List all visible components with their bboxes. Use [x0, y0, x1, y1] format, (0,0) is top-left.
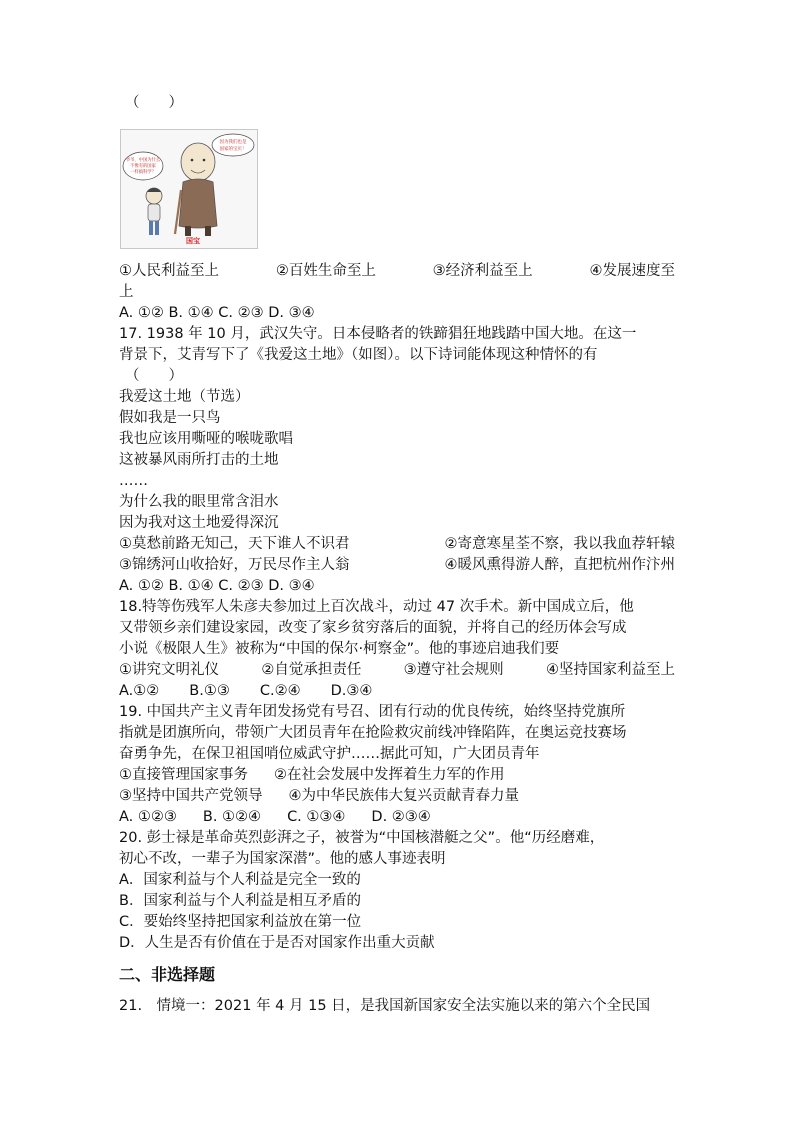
q18-answer-c: C.②④	[259, 683, 301, 699]
q16-cartoon-image	[120, 129, 258, 249]
bubble-left-line-1: 爷爷，中国为什么	[125, 158, 161, 163]
q18-option-4: ④坚持国家利益至上	[545, 662, 675, 678]
q18-answer-a: A.①②	[119, 683, 160, 699]
q16-option-2: ②百姓生命至上	[275, 263, 376, 279]
q19-option-1: ①直接管理国家事务	[119, 767, 248, 783]
q18-answer-d: D.③④	[330, 683, 373, 699]
page-content	[119, 93, 675, 1017]
q18-stem-line-2: 又带领乡亲们建设家园，改变了家乡贫穷落后的面貌，并将自己的经历体会写成	[119, 620, 627, 636]
q17-stem-line-1: 17. 1938 年 10 月，武汉失守。日本侵略者的铁蹄猖狂地践踏中国大地。在这一	[119, 326, 637, 342]
child-figure	[146, 188, 162, 235]
q18-stem-line-3: 小说《极限人生》被称为“中国的保尔·柯察金”。他的事迹启迪我们要	[119, 641, 560, 657]
q19-stem-line-1: 19. 中国共产主义青年团发扬党有号召、团有行动的优良传统，始终坚持党旗所	[119, 704, 626, 720]
q19-option-4: ④为中华民族伟大复兴贡献青春力量	[288, 788, 519, 804]
section-heading: 二、非选择题	[119, 965, 216, 984]
q17-options-row-1	[119, 534, 675, 555]
q17-stem-line-2: 背景下，艾青写下了《我爱这土地》（如图）。以下诗词能体现这种情怀的有	[119, 347, 598, 363]
q18-option-3: ③遵守社会规则	[403, 662, 504, 678]
q19-answer-c: C. ①③④	[287, 809, 346, 825]
q18-stem-line-1: 18.特等伤残军人朱彦夫参加过上百次战斗，动过 47 次手术。新中国成立后，他	[119, 599, 634, 615]
q19-stem-line-2: 指就是团旗所向，带领广大团员青年在抢险救灾前线冲锋陷阵，在奥运竞技赛场	[119, 725, 627, 741]
bubble-right-line-1: 因为我们也是	[219, 140, 247, 145]
q17-option-1: ①莫愁前路无知己，天下谁人不识君	[119, 536, 350, 552]
bubble-right-line-2: 国家的宝贝！	[219, 147, 247, 152]
q17-option-2: ②寄意寒星荃不察，我以我血荐轩辕	[444, 536, 675, 552]
q19-answers	[119, 807, 675, 828]
q20-option-a: A．国家利益与个人利益是完全一致的	[119, 872, 361, 888]
q19-answer-a: A. ①②③	[119, 809, 177, 825]
q20-stem-line-2: 初心不改，一辈子为国家深潜”。他的感人事迹表明	[119, 851, 446, 867]
q19-option-2: ②在社会发展中发挥着生力军的作用	[274, 767, 505, 783]
q18-option-2: ②自觉承担责任	[261, 662, 362, 678]
q17-poem-line: 为什么我的眼里常含泪水	[119, 494, 279, 510]
q16-paren: （ ）	[125, 95, 183, 111]
q17-option-3: ③锦绣河山收拾好，万民尽作主人翁	[119, 557, 350, 573]
q17-poem-line: 我也应该用嘶哑的喉咙歌唱	[119, 431, 293, 447]
q18-option-1: ①讲究文明礼仪	[119, 662, 219, 678]
q20-option-b: B．国家利益与个人利益是相互矛盾的	[119, 893, 361, 909]
cartoon-caption: 国宝	[186, 237, 200, 245]
q17-poem-line: 这被暴风雨所打击的土地	[119, 452, 279, 468]
q17-poem-line: 因为我对这土地爱得深沉	[119, 515, 279, 531]
q20-option-d: D．人生是否有价值在于是否对国家作出重大贡献	[119, 935, 435, 951]
q17-poem-line: 假如我是一只鸟	[119, 410, 221, 426]
q19-answer-d: D. ②③④	[371, 809, 431, 825]
q19-stem-line-3: 奋勇争先，在保卫祖国哨位威武守护……据此可知，广大团员青年	[119, 746, 540, 762]
right-speech-bubble	[212, 134, 254, 156]
q16-option-1: ①人民利益至上	[119, 263, 219, 279]
q17-answers: A. ①② B. ①④ C. ②③ D. ③④	[119, 578, 315, 594]
q20-stem-line-1: 20. 彭士禄是革命英烈彭湃之子，被誉为“中国核潜艇之父”。他“历经磨难，	[119, 830, 605, 846]
q17-poem-ellipsis: ……	[119, 473, 148, 489]
q18-answers	[119, 681, 675, 702]
q18-answer-b: B.①③	[189, 683, 230, 699]
q19-options-row-2	[119, 786, 675, 807]
bubble-left-line-3: 一样搞科学？	[130, 170, 156, 175]
grandfather-figure	[175, 143, 217, 236]
q16-options	[119, 261, 675, 282]
q16-options-wrap: 上	[119, 284, 134, 300]
cartoon-drawing	[121, 130, 257, 248]
q21-stem-line-1: 21. 情境一：2021 年 4 月 15 日，是我国新国家安全法实施以来的第六个全民国	[119, 998, 651, 1014]
q16-option-3: ③经济利益至上	[432, 263, 533, 279]
q16-option-4: ④发展速度至	[589, 263, 675, 279]
q18-options	[119, 660, 675, 681]
q16-answers: A. ①② B. ①④ C. ②③ D. ③④	[119, 305, 315, 321]
bubble-left-line-2: 不像有的国家	[130, 164, 156, 169]
q19-options-row-1	[119, 765, 675, 786]
q17-poem-title: 我爱这土地（节选）	[119, 389, 250, 405]
q17-option-4: ④暖风熏得游人醉，直把杭州作汴州	[444, 557, 675, 573]
q19-answer-b: B. ①②④	[202, 809, 262, 825]
q17-options-row-2	[119, 555, 675, 576]
q19-option-3: ③坚持中国共产党领导	[119, 788, 263, 804]
q20-option-c: C．要始终坚持把国家利益放在第一位	[119, 914, 362, 930]
q17-stem-line-3: （ ）	[125, 368, 183, 384]
